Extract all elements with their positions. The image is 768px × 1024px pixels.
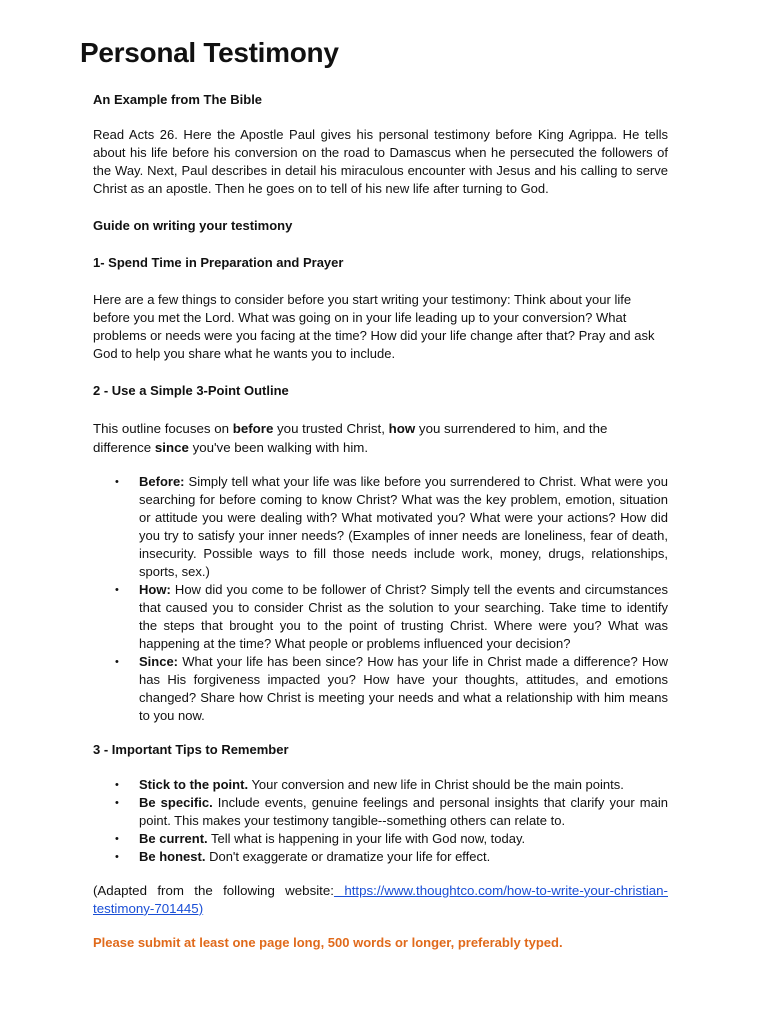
bullet-icon: • — [115, 655, 119, 668]
item-text: How did you come to be follower of Christ? Simply tell the events and circumstances that caused you to consider Christ as the solution to your searching. Take time to identify the steps that brought you to the point of trusting Christ. Where were you? What was happening at the time? What people or problems influenced your decision? — [139, 581, 668, 651]
intro-bold-before: before — [232, 420, 274, 436]
outline-intro — [93, 419, 668, 457]
intro-bold-how: how — [388, 420, 416, 436]
tip-label: Stick to the point. — [139, 776, 249, 792]
tip-text: Don't exaggerate or dramatize your life for effect. — [205, 848, 491, 864]
tip-label: Be honest. — [139, 848, 206, 864]
list-item — [93, 653, 668, 725]
tips-list — [93, 776, 668, 866]
step2-heading: 2 - Use a Simple 3-Point Outline — [93, 382, 289, 398]
page-title: Personal Testimony — [80, 37, 339, 68]
bullet-icon: • — [115, 850, 119, 863]
bullet-icon: • — [115, 475, 119, 488]
adapted-note — [93, 882, 668, 918]
item-label: How: — [139, 581, 171, 597]
guide-heading: Guide on writing your testimony — [93, 217, 293, 233]
intro-text-2: you trusted Christ, — [273, 420, 389, 436]
list-item — [93, 776, 668, 794]
list-item — [93, 830, 668, 848]
bullet-icon: • — [115, 778, 119, 791]
tip-text: Tell what is happening in your life with God now, today. — [207, 830, 526, 846]
intro-text-1: This outline focuses on — [93, 420, 233, 436]
item-label: Since: — [139, 653, 179, 669]
intro-bold-since: since — [154, 439, 189, 455]
intro-text-4: you've been walking with him. — [188, 439, 369, 455]
list-item — [93, 794, 668, 830]
intro-text-3: you surrendered to him, and the difference — [93, 420, 608, 455]
submission-note: Please submit at least one page long, 500 words or longer, preferably typed. — [93, 934, 563, 950]
step1-body: Here are a few things to consider before you start writing your testimony: Think about your life before you met the Lord. What was going on in your life leading up to your conversion? What problems or needs were you facing at the time? How did your life change after that? Pray and ask God to help you share what he wants you to include. — [93, 291, 655, 361]
adapted-prefix: (Adapted from the following website: — [93, 882, 334, 898]
example-heading: An Example from The Bible — [93, 91, 263, 107]
list-item — [93, 581, 668, 653]
bullet-icon: • — [115, 583, 119, 596]
item-text: Simply tell what your life was like before you surrendered to Christ. What were you searching for before coming to know Christ? What was the key problem, emotion, situation or attitude you were dealing with? What motivated you? What were your actions? How did you try to satisfy your inner needs? (Examples of inner needs are loneliness, fear of death, insecurity. Possible ways to fill those needs include work, money, drugs, relationships, sports, sex.) — [139, 473, 668, 579]
source-link[interactable]: https://www.thoughtco.com/how-to-write-your-christian-testimony-701445) — [93, 882, 668, 916]
tip-label: Be specific. — [139, 794, 213, 810]
step3-heading: 3 - Important Tips to Remember — [93, 741, 289, 757]
list-item — [93, 848, 668, 866]
example-body: Read Acts 26. Here the Apostle Paul gives his personal testimony before King Agrippa. He tells about his life before his conversion on the road to Damascus when he persecuted the followers of the Way. Next, Paul describes in detail his miraculous encounter with Jesus and his calling to serve Christ as an apostle. Then he goes on to tell of his new life after turning to God. — [93, 126, 668, 196]
item-label: Before: — [139, 473, 185, 489]
list-item — [93, 473, 668, 581]
bullet-icon: • — [115, 796, 119, 809]
step1-heading: 1- Spend Time in Preparation and Prayer — [93, 254, 344, 270]
tip-label: Be current. — [139, 830, 208, 846]
tip-text: Include events, genuine feelings and personal insights that clarify your main point. This makes your testimony tangible--something others can relate to. — [139, 794, 668, 828]
bullet-icon: • — [115, 832, 119, 845]
tip-text: Your conversion and new life in Christ should be the main points. — [248, 776, 624, 792]
outline-list — [93, 473, 668, 725]
item-text: What your life has been since? How has your life in Christ made a difference? How has His forgiveness impacted you? How have your thoughts, attitudes, and emotions changed? Share how Christ is meeting your needs and what a relationship with him means to you now. — [139, 653, 668, 723]
